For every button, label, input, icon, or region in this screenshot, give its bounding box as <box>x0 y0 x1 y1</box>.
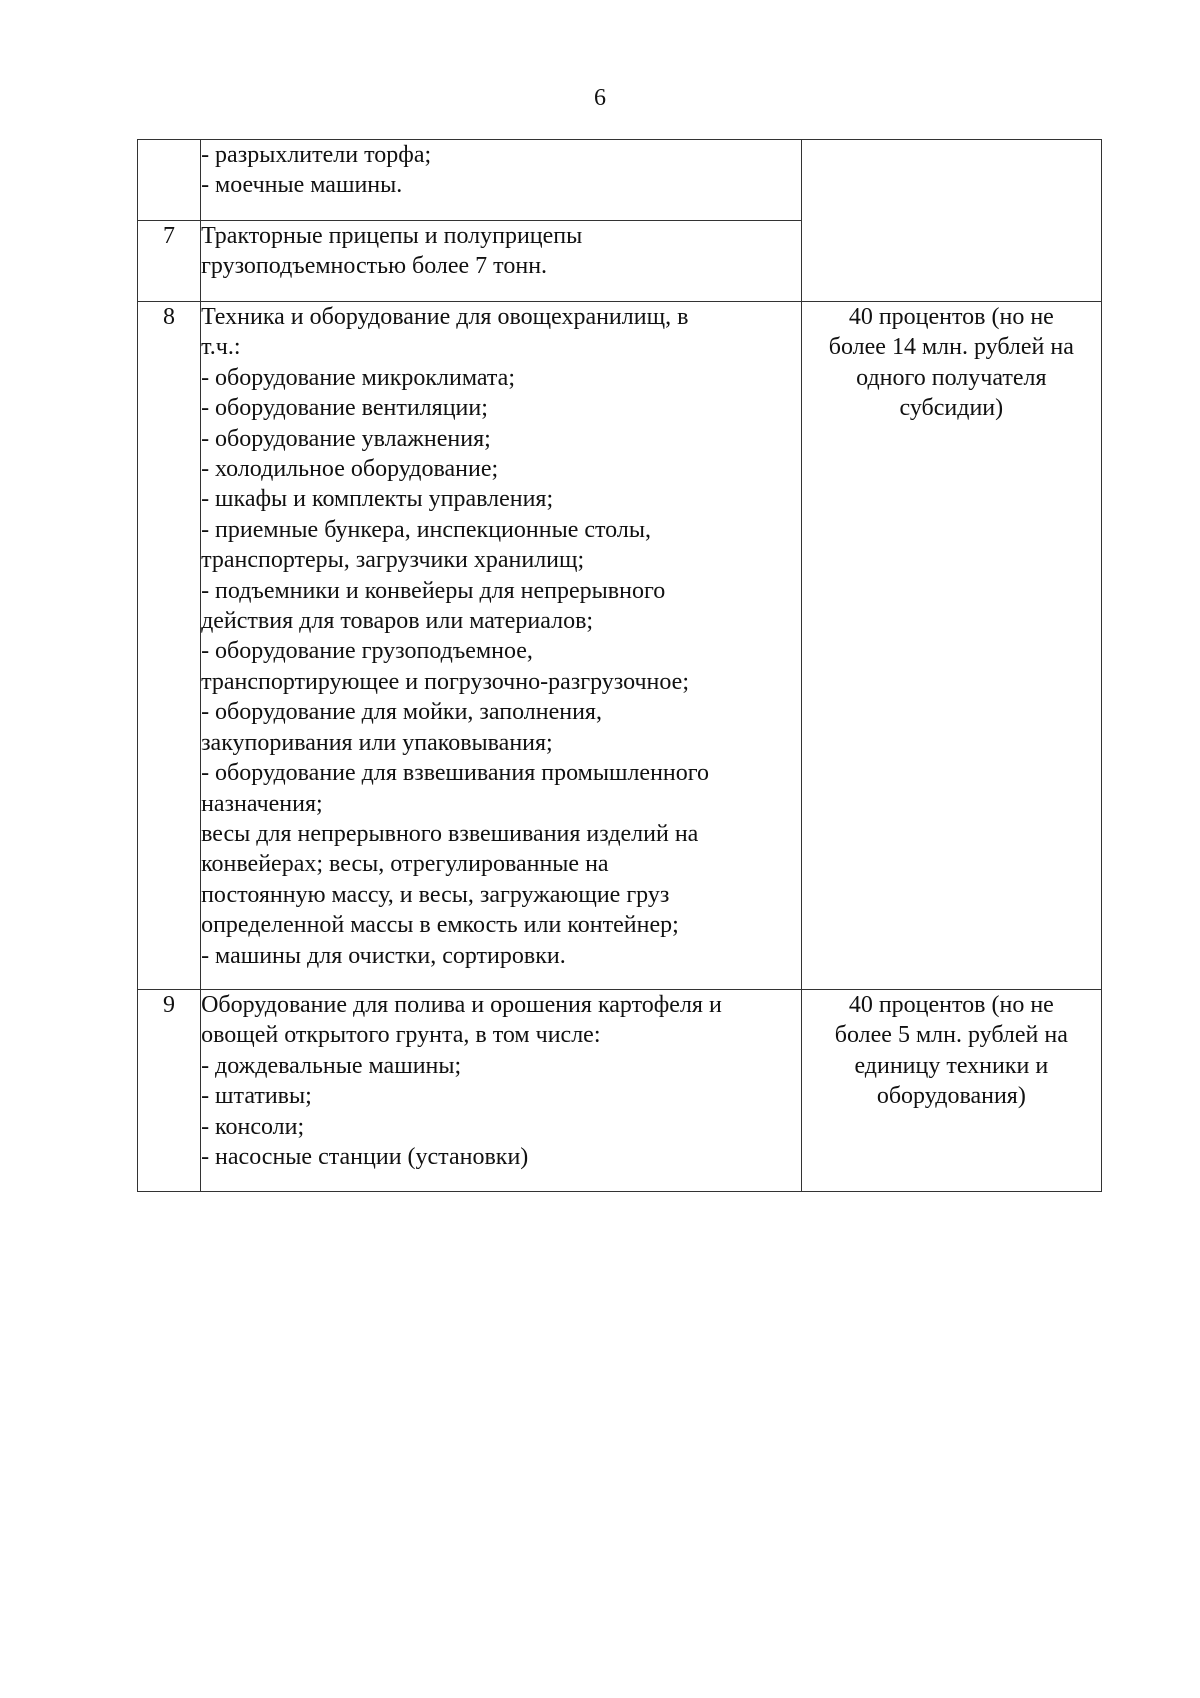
description-line: - оборудование микроклимата; <box>201 364 515 391</box>
description-line: определенной массы в емкость или контейнер; <box>201 912 679 939</box>
description-line: Тракторные прицепы и полуприцепы <box>201 223 583 249</box>
rate-line: более 14 млн. рублей на <box>828 334 1074 361</box>
description-line: - разрыхлители торфа; <box>201 142 432 168</box>
row-subsidy-rate <box>801 140 1101 302</box>
description-line: весы для непрерывного взвешивания изделий на <box>201 820 699 847</box>
row-description <box>201 221 802 302</box>
description-line: овощей открытого грунта, в том числе: <box>201 1022 601 1049</box>
rate-line: 40 процентов (но не <box>848 992 1054 1018</box>
description-line: - моечные машины. <box>201 172 403 199</box>
row-number: 8 <box>138 302 201 990</box>
rate-line: 40 процентов (но не <box>848 304 1054 330</box>
description-line: - шкафы и комплекты управления; <box>201 486 554 513</box>
description-line: - подъемники и конвейеры для непрерывного <box>201 577 666 604</box>
description-line: действия для товаров или материалов; <box>201 608 594 635</box>
description-line: - оборудование для мойки, заполнения, <box>201 699 602 726</box>
table-row <box>138 302 1102 990</box>
description-line: - оборудование вентиляции; <box>201 395 488 422</box>
rate-line: субсидии) <box>899 395 1004 422</box>
description-line: - оборудование грузоподъемное, <box>201 638 533 665</box>
table-row <box>138 140 1102 221</box>
description-line: конвейерах; весы, отрегулированные на <box>201 851 609 878</box>
description-line: - дождевальные машины; <box>201 1052 462 1079</box>
description-line: Оборудование для полива и орошения картофеля и <box>201 992 722 1018</box>
description-line: - приемные бункера, инспекционные столы, <box>201 516 651 543</box>
row-description <box>201 140 802 221</box>
equipment-subsidy-table <box>137 139 1102 1192</box>
rate-line: одного получателя <box>856 364 1047 391</box>
description-line: - оборудование для взвешивания промышленного <box>201 760 709 787</box>
description-line: грузоподъемностью более 7 тонн. <box>201 253 548 280</box>
row-description <box>201 302 802 990</box>
description-line: - штативы; <box>201 1083 312 1110</box>
description-line: транспортеры, загрузчики хранилищ; <box>201 547 585 574</box>
description-line: т.ч.: <box>201 334 241 361</box>
description-line: - машины для очистки, сортировки. <box>201 942 566 969</box>
rate-line: единицу техники и <box>854 1052 1049 1079</box>
description-line: назначения; <box>201 790 323 817</box>
row-number: 9 <box>138 990 201 1192</box>
description-line: - оборудование увлажнения; <box>201 425 491 452</box>
row-description <box>201 990 802 1192</box>
row-subsidy-rate <box>801 302 1101 990</box>
description-line: - насосные станции (установки) <box>201 1144 529 1171</box>
page-number: 6 <box>594 85 606 111</box>
description-line: транспортирующее и погрузочно-разгрузочное; <box>201 668 689 695</box>
row-subsidy-rate <box>801 990 1101 1192</box>
description-line: постоянную массу, и весы, загружающие груз <box>201 881 670 908</box>
row-number: 7 <box>138 221 201 302</box>
description-line: - консоли; <box>201 1113 305 1140</box>
description-line: закупоривания или упаковывания; <box>201 729 553 756</box>
rate-line: оборудования) <box>876 1083 1026 1110</box>
description-line: - холодильное оборудование; <box>201 456 499 483</box>
description-line: Техника и оборудование для овощехранилищ, в <box>201 304 689 330</box>
rate-line: более 5 млн. рублей на <box>834 1022 1068 1049</box>
table-row <box>138 990 1102 1192</box>
row-number <box>138 140 201 221</box>
